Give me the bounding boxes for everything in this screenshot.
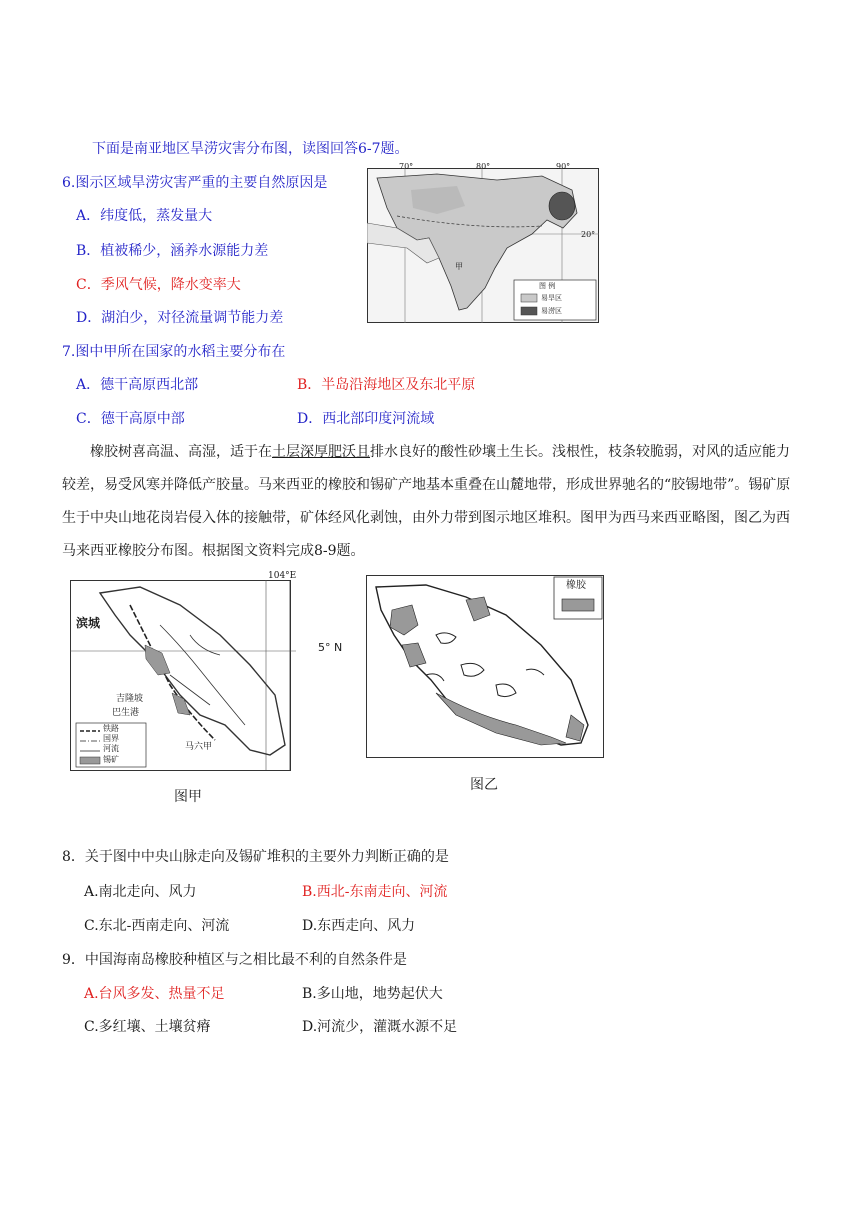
- q8-option-b-text: B.西北-东南走向、河流: [302, 884, 448, 900]
- q7-option-a: A．德干高原西北部: [76, 377, 199, 393]
- q9-option-b: B.多山地，地势起伏大: [302, 986, 443, 1002]
- para-part2: 排水良好的酸性砂壤土生长。浅根性，枝条较脆弱，对风的适应能力较差，易受风寒并降低产胶量。马来西亚的橡胶和锡矿产地基本重叠在山麓地带，形成世界驰名的“胶锡地带”。锡矿原生于中央山地花岗岩侵入体的接触带，矿体经风化剥蚀，由外力带到图示地区堆积。图甲为西马来西亚略图，图乙为西马来西亚橡胶分布图。根据图文资料完成8-9题。: [62, 444, 791, 559]
- q9-option-a: A.台风多发、热量不足: [84, 986, 225, 1002]
- q6-option-b: B．植被稀少，涵养水源能力差: [76, 243, 269, 259]
- lat-5-label: 5° N: [318, 641, 343, 654]
- para-part1: 橡胶树喜高温、高湿，适于在: [90, 444, 272, 460]
- malaysia-map-jia: [70, 571, 343, 813]
- legend-title: 图 例: [539, 282, 556, 290]
- q6-option-a: A．纬度低，蒸发量大: [76, 208, 213, 224]
- q9-option-c: C.多红壤、土壤贫瘠: [84, 1019, 211, 1035]
- intro-text: 下面是南亚地区旱涝灾害分布图，读图回答6-7题。: [92, 141, 409, 157]
- q7-option-d: D．西北部印度河流域: [297, 411, 435, 427]
- caption-yi: 图乙: [470, 777, 498, 793]
- q7-stem: 7.图中甲所在国家的水稻主要分布在: [62, 344, 286, 360]
- lat-20-label: 20°: [581, 230, 596, 239]
- q6-option-c: C．季风气候，降水变率大: [76, 277, 241, 293]
- q9-stem: 9．中国海南岛橡胶种植区与之相比最不利的自然条件是: [62, 952, 407, 968]
- lon-90-label: 90°: [556, 162, 571, 171]
- maliujia-label: 马六甲: [185, 742, 213, 752]
- lon-104-label: 104°E: [268, 571, 297, 581]
- legend-tin: 锡矿: [103, 755, 119, 764]
- q6-stem: 6.图示区域旱涝灾害严重的主要自然原因是: [62, 175, 328, 191]
- q9-option-d: D.河流少，灌溉水源不足: [302, 1019, 458, 1035]
- para-underlined: 土层深厚肥沃且: [272, 444, 370, 460]
- jia-label: 甲: [455, 262, 463, 271]
- south-asia-map: [367, 162, 599, 323]
- rubber-paragraph: [62, 436, 800, 568]
- q7-option-c: C．德干高原中部: [76, 411, 185, 427]
- malaysia-rubber-map-yi: [366, 575, 606, 800]
- legend-river: 河流: [103, 744, 119, 753]
- legend-border: 国界: [103, 734, 119, 743]
- legend-rubber: 橡胶: [566, 580, 586, 591]
- lon-70-label: 70°: [399, 162, 414, 171]
- caption-jia: 图甲: [174, 789, 202, 805]
- q7-option-b-text: B．半岛沿海地区及东北平原: [297, 377, 476, 393]
- q8-option-c: C.东北-西南走向、河流: [84, 918, 230, 934]
- jilongpo-label: 吉隆坡: [116, 694, 144, 704]
- lon-80-label: 80°: [476, 162, 491, 171]
- legend-flood: 易涝区: [541, 307, 562, 315]
- legend-railway: 铁路: [103, 724, 119, 733]
- q7-option-b: [297, 375, 475, 395]
- bashenggang-label: 巴生港: [112, 708, 140, 718]
- legend-drought: 易旱区: [541, 294, 562, 302]
- q8-stem: 8．关于图中中央山脉走向及锡矿堆积的主要外力判断正确的是: [62, 849, 449, 865]
- q8-option-b: [302, 882, 447, 902]
- q6-option-d: D．湖泊少，对径流量调节能力差: [76, 310, 284, 326]
- binang-label: 滨城: [76, 616, 101, 630]
- q8-option-a: A.南北走向、风力: [84, 884, 197, 900]
- q8-option-d: D.东西走向、风力: [302, 918, 416, 934]
